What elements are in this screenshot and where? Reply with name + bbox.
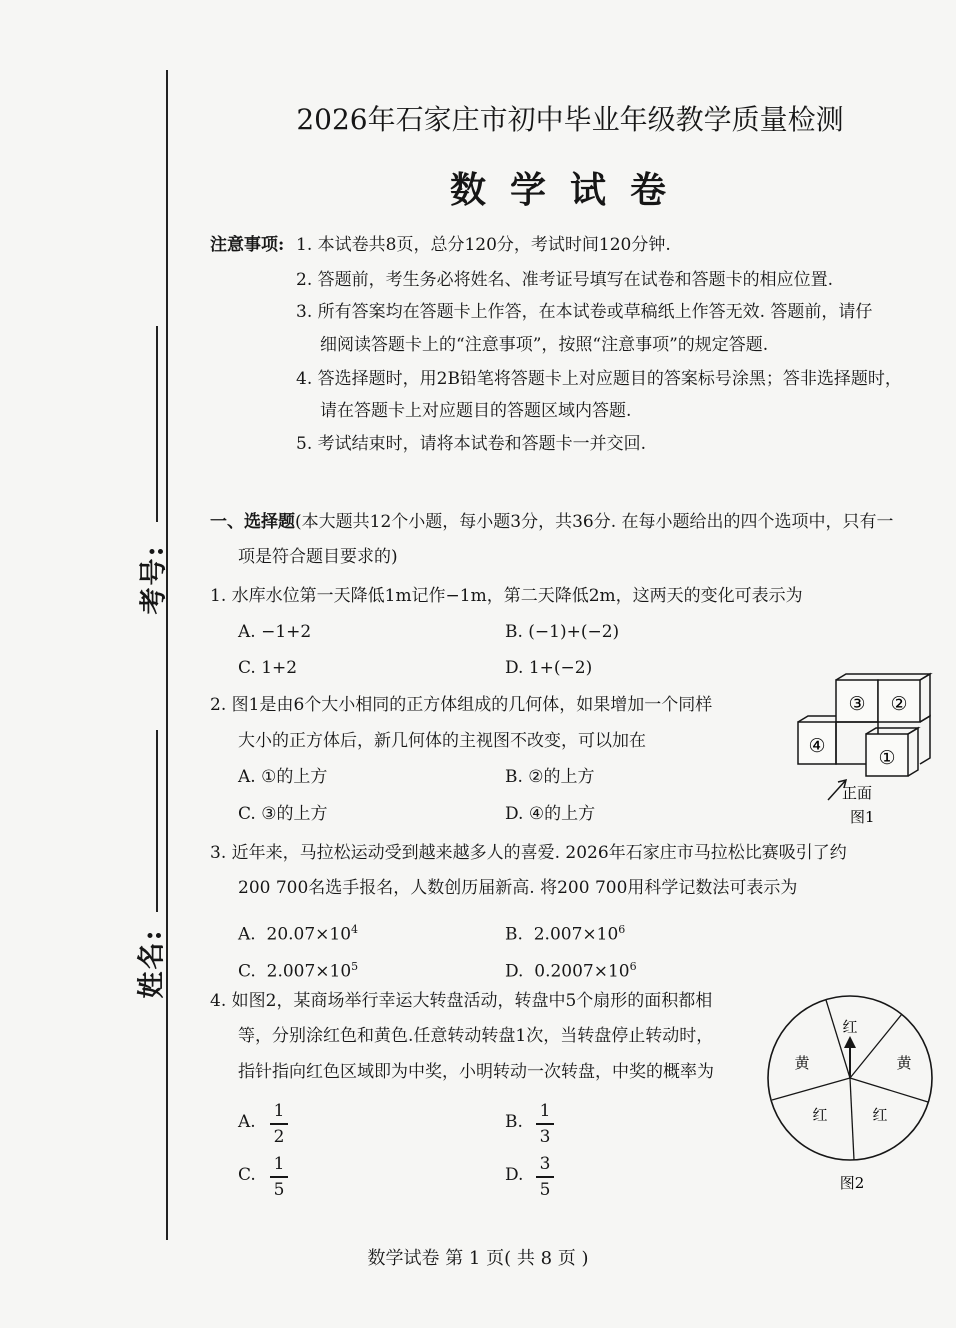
q4-option-a-fraction — [270, 1100, 288, 1148]
sector-label-top: 红 — [842, 1018, 858, 1036]
q1-stem: 1. 水库水位第一天降低1m记作−1m，第二天降低2m，这两天的变化可表示为 — [210, 586, 803, 606]
q3-option-d-exp: 6 — [629, 960, 637, 973]
figure-2-spinner — [762, 992, 942, 1196]
section-desc: (本大题共12个小题，每小题3分，共36分. 在每小题给出的四个选项中，只有一 — [295, 512, 894, 532]
notice-item: 4. 答选择题时，用2B铅笔将答题卡上对应题目的答案标号涂黑；答非选择题时， — [296, 369, 902, 389]
q4-option-a-letter: A. — [238, 1112, 256, 1132]
q2-stem-line1: 2. 图1是由6个大小相同的正方体组成的几何体，如果增加一个同样 — [210, 695, 713, 715]
page-footer: 数学试卷 第 1 页( 共 8 页 ) — [367, 1248, 589, 1269]
notice-item: 细阅读答题卡上的“注意事项”，按照“注意事项”的规定答题. — [320, 335, 769, 355]
q4-option-d-fraction — [536, 1153, 554, 1201]
figure-1-cubes — [790, 672, 940, 832]
q3-stem-line2: 200 700名选手报名，人数创历届新高. 将200 700用科学记数法可表示为 — [238, 878, 798, 898]
q1-option-b: B. (−1)+(−2) — [505, 622, 620, 642]
q3-option-c-base: 2.007×10 — [266, 961, 352, 982]
sector-label-bottom-left: 红 — [812, 1106, 828, 1124]
section-heading — [210, 510, 894, 534]
q2-stem-line2: 大小的正方体后，新几何体的主视图不改变，可以加在 — [238, 731, 646, 751]
notice-item: 2. 答题前，考生务必将姓名、准考证号填写在试卷和答题卡的相应位置. — [296, 270, 834, 290]
cube-label-4: ④ — [808, 735, 826, 757]
q3-option-a-letter: A. — [238, 924, 256, 945]
q2-option-b: B. ②的上方 — [505, 767, 595, 787]
fraction-numerator: 1 — [539, 1101, 551, 1121]
fraction-bar — [270, 1176, 288, 1178]
figure-2-caption: 图2 — [839, 1174, 865, 1192]
q3-option-c — [238, 955, 358, 984]
q3-option-a — [238, 918, 358, 947]
q3-option-a-exp: 4 — [351, 923, 359, 936]
fraction-denominator: 3 — [539, 1126, 551, 1147]
q4-option-b-letter: B. — [505, 1112, 523, 1132]
sector-label-bottom-right: 红 — [872, 1106, 888, 1124]
notice-item: 请在答题卡上对应题目的答题区域内答题. — [320, 401, 632, 421]
cube-label-3: ③ — [848, 693, 866, 715]
q3-option-c-letter: C. — [238, 961, 256, 982]
sector-label-right: 黄 — [896, 1054, 912, 1072]
q3-option-b-base: 2.007×10 — [533, 924, 619, 945]
fraction-bar — [270, 1123, 288, 1125]
cube-label-1: ① — [878, 747, 896, 769]
q4-option-b-fraction — [536, 1100, 554, 1148]
q3-option-b-exp: 6 — [618, 923, 626, 936]
q4-option-c-letter: C. — [238, 1165, 256, 1185]
fraction-numerator: 1 — [273, 1154, 285, 1174]
q3-option-b — [505, 918, 625, 947]
q3-option-d-base: 0.2007×10 — [534, 961, 630, 982]
section-title: 一、选择题 — [210, 512, 295, 532]
q2-option-d: D. ④的上方 — [505, 804, 596, 824]
q3-option-b-letter: B. — [505, 924, 523, 945]
fraction-numerator: 1 — [273, 1101, 285, 1121]
q3-option-d — [505, 955, 637, 984]
notice-item: 3. 所有答案均在答题卡上作答，在本试卷或草稿纸上作答无效. 答题前，请仔 — [296, 302, 873, 322]
q4-option-d-letter: D. — [505, 1165, 524, 1185]
q3-option-c-exp: 5 — [351, 960, 359, 973]
q1-option-c: C. 1+2 — [238, 658, 298, 678]
q4-stem-line2: 等，分别涂红色和黄色.任意转动转盘1次，当转盘停止转动时， — [238, 1026, 714, 1046]
q3-option-d-letter: D. — [505, 961, 524, 982]
q2-option-a: A. ①的上方 — [238, 767, 328, 787]
q1-option-a: A. −1+2 — [238, 622, 312, 642]
q3-option-a-base: 20.07×10 — [266, 924, 352, 945]
fraction-bar — [536, 1176, 554, 1178]
binding-rule — [166, 70, 168, 1240]
q4-stem-line3: 指针指向红色区域即为中奖，小明转动一次转盘，中奖的概率为 — [238, 1062, 714, 1082]
exam-title: 2026年石家庄市初中毕业年级教学质量检测 — [296, 103, 844, 136]
fraction-denominator: 2 — [273, 1126, 285, 1147]
fraction-denominator: 5 — [539, 1179, 551, 1200]
paper-subtitle: 数学试卷 — [449, 169, 690, 211]
cube-label-2: ② — [890, 693, 908, 715]
q1-option-d: D. 1+(−2) — [505, 658, 593, 678]
q3-stem-line1: 3. 近年来，马拉松运动受到越来越多人的喜爱. 2026年石家庄市马拉松比赛吸引了约 — [210, 843, 847, 863]
notice-label: 注意事项: — [210, 235, 285, 255]
exam-no-label: 考号: — [138, 544, 170, 615]
notice-item: 5. 考试结束时，请将本试卷和答题卡一并交回. — [296, 434, 647, 454]
sector-label-left: 黄 — [794, 1054, 810, 1072]
notice-item: 1. 本试卷共8页，总分120分，考试时间120分钟. — [296, 235, 671, 255]
pointer-arrow-icon — [844, 1036, 856, 1078]
fraction-numerator: 3 — [539, 1154, 551, 1174]
q4-option-c-fraction — [270, 1153, 288, 1201]
q2-option-c: C. ③的上方 — [238, 804, 328, 824]
section-desc-cont: 项是符合题目要求的) — [238, 547, 398, 567]
q4-stem-line1: 4. 如图2，某商场举行幸运大转盘活动，转盘中5个扇形的面积都相 — [210, 991, 713, 1011]
exam-no-underline — [156, 326, 158, 522]
front-label: 正面 — [842, 784, 873, 802]
name-label: 姓名: — [136, 928, 168, 999]
figure-1-caption: 图1 — [850, 808, 875, 826]
fraction-denominator: 5 — [273, 1179, 285, 1200]
fraction-bar — [536, 1123, 554, 1125]
name-underline — [156, 730, 158, 912]
